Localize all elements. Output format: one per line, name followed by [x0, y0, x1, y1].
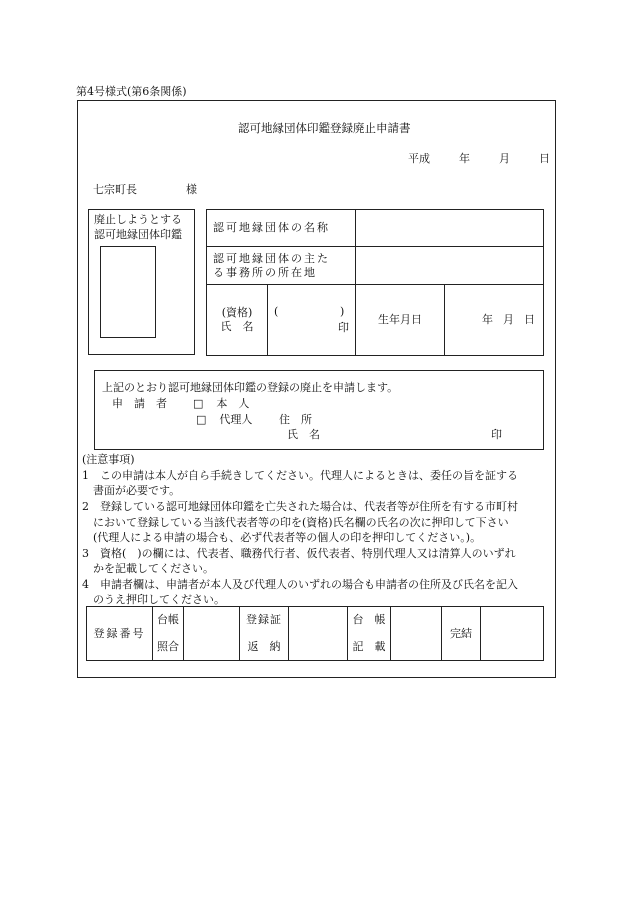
- org-name-field[interactable]: [356, 210, 544, 247]
- ledger-entry-label-1: 台 帳: [348, 607, 391, 634]
- note-line: 書面が必要です。: [82, 484, 181, 497]
- note-line: 1 この申請は本人が自ら手続きしてください。代理人によるときは、委任の旨を証する: [82, 469, 518, 482]
- note-line: (代理人による申請の場合も、必ず代表者等の個人の印を押印してください。)。: [82, 531, 482, 544]
- applicant-name-label: 氏 名: [287, 428, 320, 441]
- ledger-check-field[interactable]: [184, 607, 240, 661]
- org-info-table: [206, 209, 544, 356]
- cert-return-label-2: 返 納: [240, 634, 289, 661]
- rep-name-field[interactable]: ( ) 印: [268, 285, 356, 356]
- page-title: 認可地縁団体印鑑登録廃止申請書: [238, 121, 411, 135]
- notes-heading: (注意事項): [82, 453, 135, 466]
- ledger-entry-label-2: 記 載: [348, 634, 391, 661]
- addressee-honorific: 様: [186, 183, 197, 196]
- rep-seal-mark: 印: [338, 321, 350, 334]
- date-year: 年: [459, 152, 470, 165]
- addressee-name: 七宗町長: [93, 183, 137, 196]
- agent-option[interactable]: [196, 413, 252, 426]
- addressee: [93, 181, 197, 197]
- applicant-seal-mark: 印: [491, 428, 502, 441]
- seal-impression-area: [100, 246, 156, 338]
- seal-box-label-2: 認可地縁団体印鑑: [94, 228, 182, 241]
- birth-label-cell: 生年月日: [356, 285, 445, 356]
- ledger-entry-field[interactable]: [391, 607, 442, 661]
- note-line: 4 申請者欄は、申請者が本人及び代理人のいずれの場合も申請者の住所及び氏名を記入: [82, 578, 518, 591]
- date-month: 月: [499, 152, 510, 165]
- cert-return-field[interactable]: [289, 607, 348, 661]
- cert-return-label-1: 登録証: [240, 607, 289, 634]
- date-line: [408, 150, 550, 166]
- ledger-check-label-1: 台帳: [153, 607, 184, 634]
- applicant-label: 申 請 者: [112, 397, 167, 410]
- seal-box-label-1: 廃止しようとする: [94, 213, 182, 226]
- note-line: かを記載してください。: [82, 562, 214, 575]
- note-line: において登録している当該代表者等の印を(資格)氏名欄の氏名の次に押印して下さい: [82, 516, 509, 529]
- ledger-check-label-2: 照合: [153, 634, 184, 661]
- self-option-label: 本 人: [216, 397, 250, 410]
- applicant-address-label: 住 所: [279, 413, 312, 426]
- org-address-label-cell: 認可地縁団体の主た る事務所の所在地: [207, 247, 356, 285]
- self-checkbox[interactable]: □: [193, 397, 204, 410]
- org-name-label-cell: 認可地縁団体の名称: [207, 210, 356, 247]
- office-use-table: [86, 606, 544, 661]
- applicant-statement: 上記のとおり認可地縁団体印鑑の登録の廃止を申請します。: [102, 381, 399, 394]
- rep-label-cell: (資格) 氏 名: [207, 285, 268, 356]
- agent-checkbox[interactable]: □: [196, 413, 207, 426]
- form-number-label: 第4号様式(第6条関係): [76, 85, 187, 98]
- note-line: 2 登録している認可地縁団体印鑑を亡失された場合は、代表者等が住所を有する市町村: [82, 500, 518, 513]
- complete-field[interactable]: [481, 607, 544, 661]
- note-line: 3 資格( )の欄には、代表者、職務代行者、仮代表者、特別代理人又は清算人のいずれ: [82, 547, 516, 560]
- note-line: のうえ押印してください。: [82, 593, 225, 606]
- agent-option-label: 代理人: [219, 413, 253, 426]
- org-address-field[interactable]: [356, 247, 544, 285]
- date-day: 日: [539, 152, 550, 165]
- self-option[interactable]: [193, 397, 249, 410]
- reg-number-label: 登録番号: [87, 607, 153, 661]
- date-era: 平成: [408, 152, 430, 165]
- complete-label: 完結: [442, 607, 481, 661]
- birth-date-field[interactable]: 年 月 日: [445, 285, 544, 356]
